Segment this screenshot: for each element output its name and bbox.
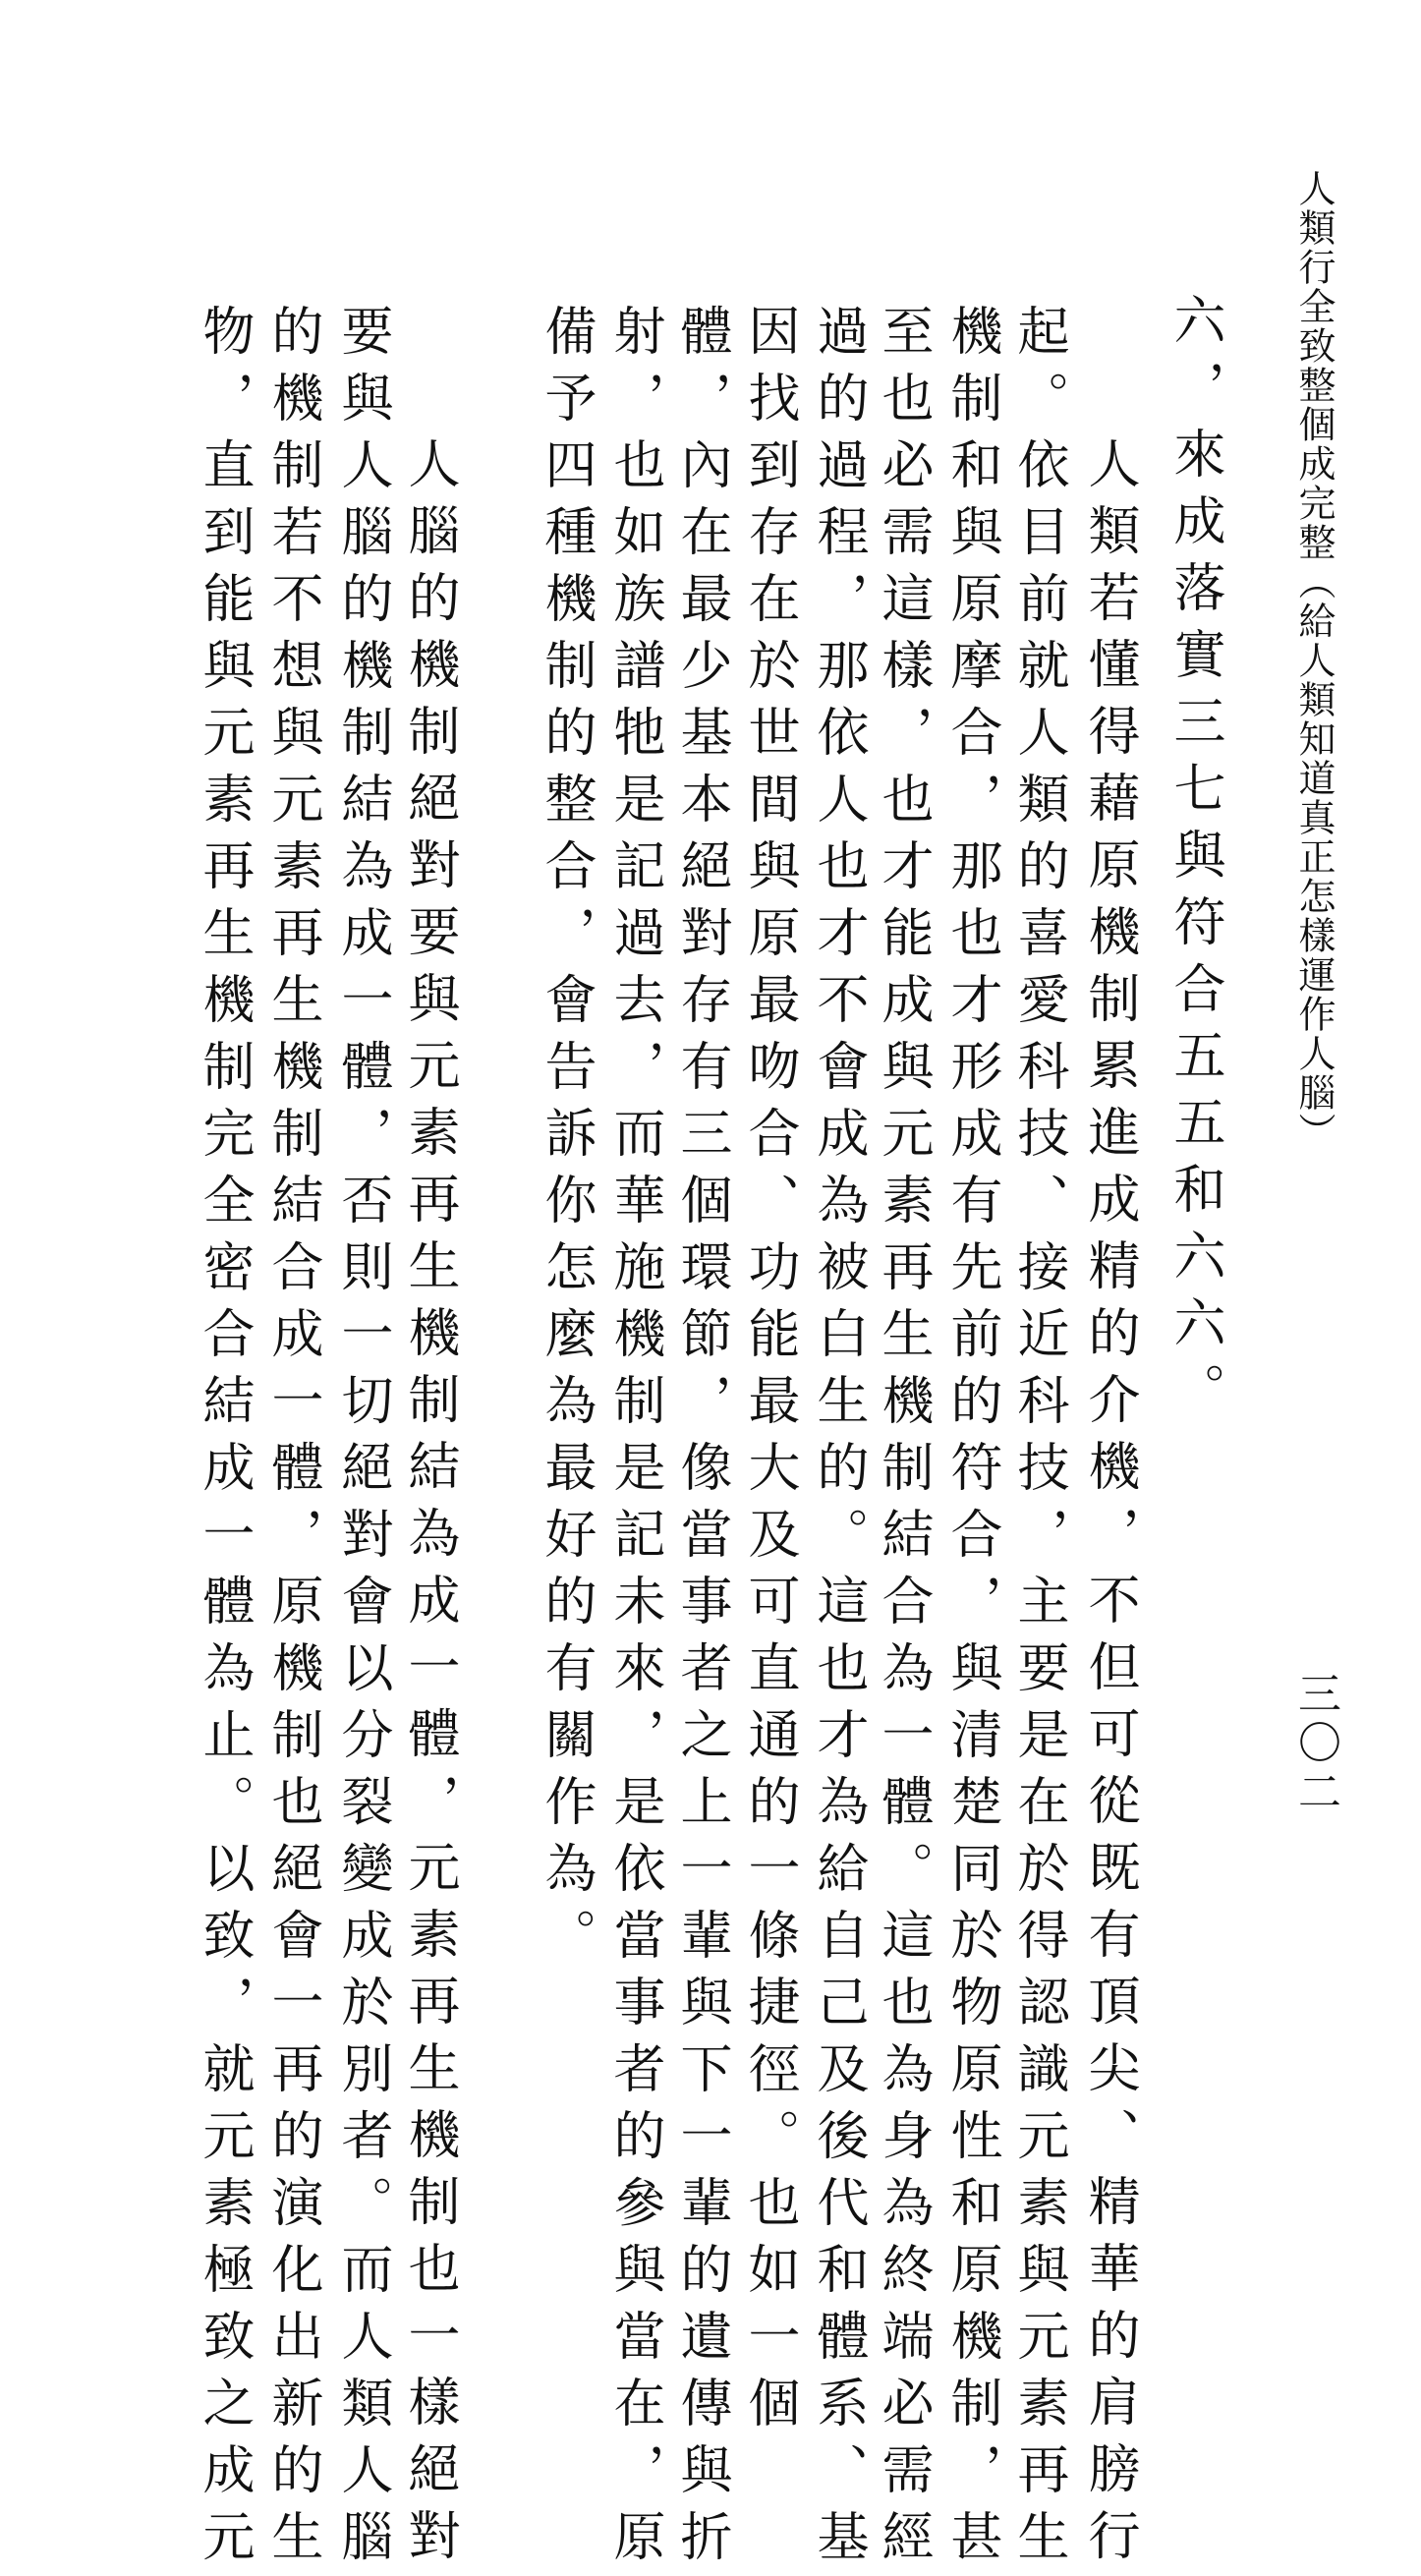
running-header: 人類行全致整個成完整（給人類知道真正怎樣運作人腦） bbox=[1292, 169, 1336, 1152]
paragraph-line: 要與人腦的機制結為成一體，否則一切絕對會以分裂變成於別者。而人類人腦 bbox=[333, 304, 393, 2576]
paragraph-line: 過的過程，那依人也才不會成為被白生的。這也才為給自己及後代和體系、基 bbox=[809, 304, 869, 2576]
paragraph-line: 體，內在最少基本絕對存有三個環節，像當事者之上一輩與下一輩的遺傳與折 bbox=[672, 304, 732, 2576]
paragraph-line: 人腦的機制絕對要與元素再生機制結為成一體，元素再生機制也一樣絕對 bbox=[400, 370, 460, 2575]
paragraph-line: 起。依目前就人類的喜愛科技、接近科技，主要是在於得認識元素與元素再生 bbox=[1009, 304, 1069, 2576]
paragraph-line: 人類若懂得藉原機制累進成精的介機，不但可從既有頂尖、精華的肩膀行 bbox=[1080, 370, 1140, 2575]
paragraph-line: 物，直到能與元素再生機制完全密合結成一體為止。以致，就元素極致之成元 bbox=[195, 304, 255, 2576]
section-heading: 六，來成落實三七與符合五五和六六。 bbox=[1165, 293, 1225, 1429]
paragraph-line: 備予四種機制的整合，會告訴你怎麼為最好的有關作為。 bbox=[537, 304, 597, 1975]
paragraph-line: 至也必需這樣，也才能成與元素再生機制結合為一體。這也為身為終端必需經 bbox=[874, 304, 934, 2576]
paragraph-line: 因找到存在於世間與原最吻合、功能最大及可直通的一條捷徑。也如一個 bbox=[740, 304, 800, 2442]
paragraph-line: 射，也如族譜牠是記過去，而華施機制是記未來，是依當事者的參與當在，原 bbox=[605, 304, 665, 2576]
paragraph-line: 的機制若不想與元素再生機制結合成一體，原機制也絕會一再的演化出新的生 bbox=[263, 304, 323, 2576]
paragraph-line: 機制和與原摩合，那也才形成有先前的符合，與清楚同於物原性和原機制，甚 bbox=[942, 304, 1002, 2576]
page-number: 三〇二 bbox=[1290, 1671, 1340, 1818]
